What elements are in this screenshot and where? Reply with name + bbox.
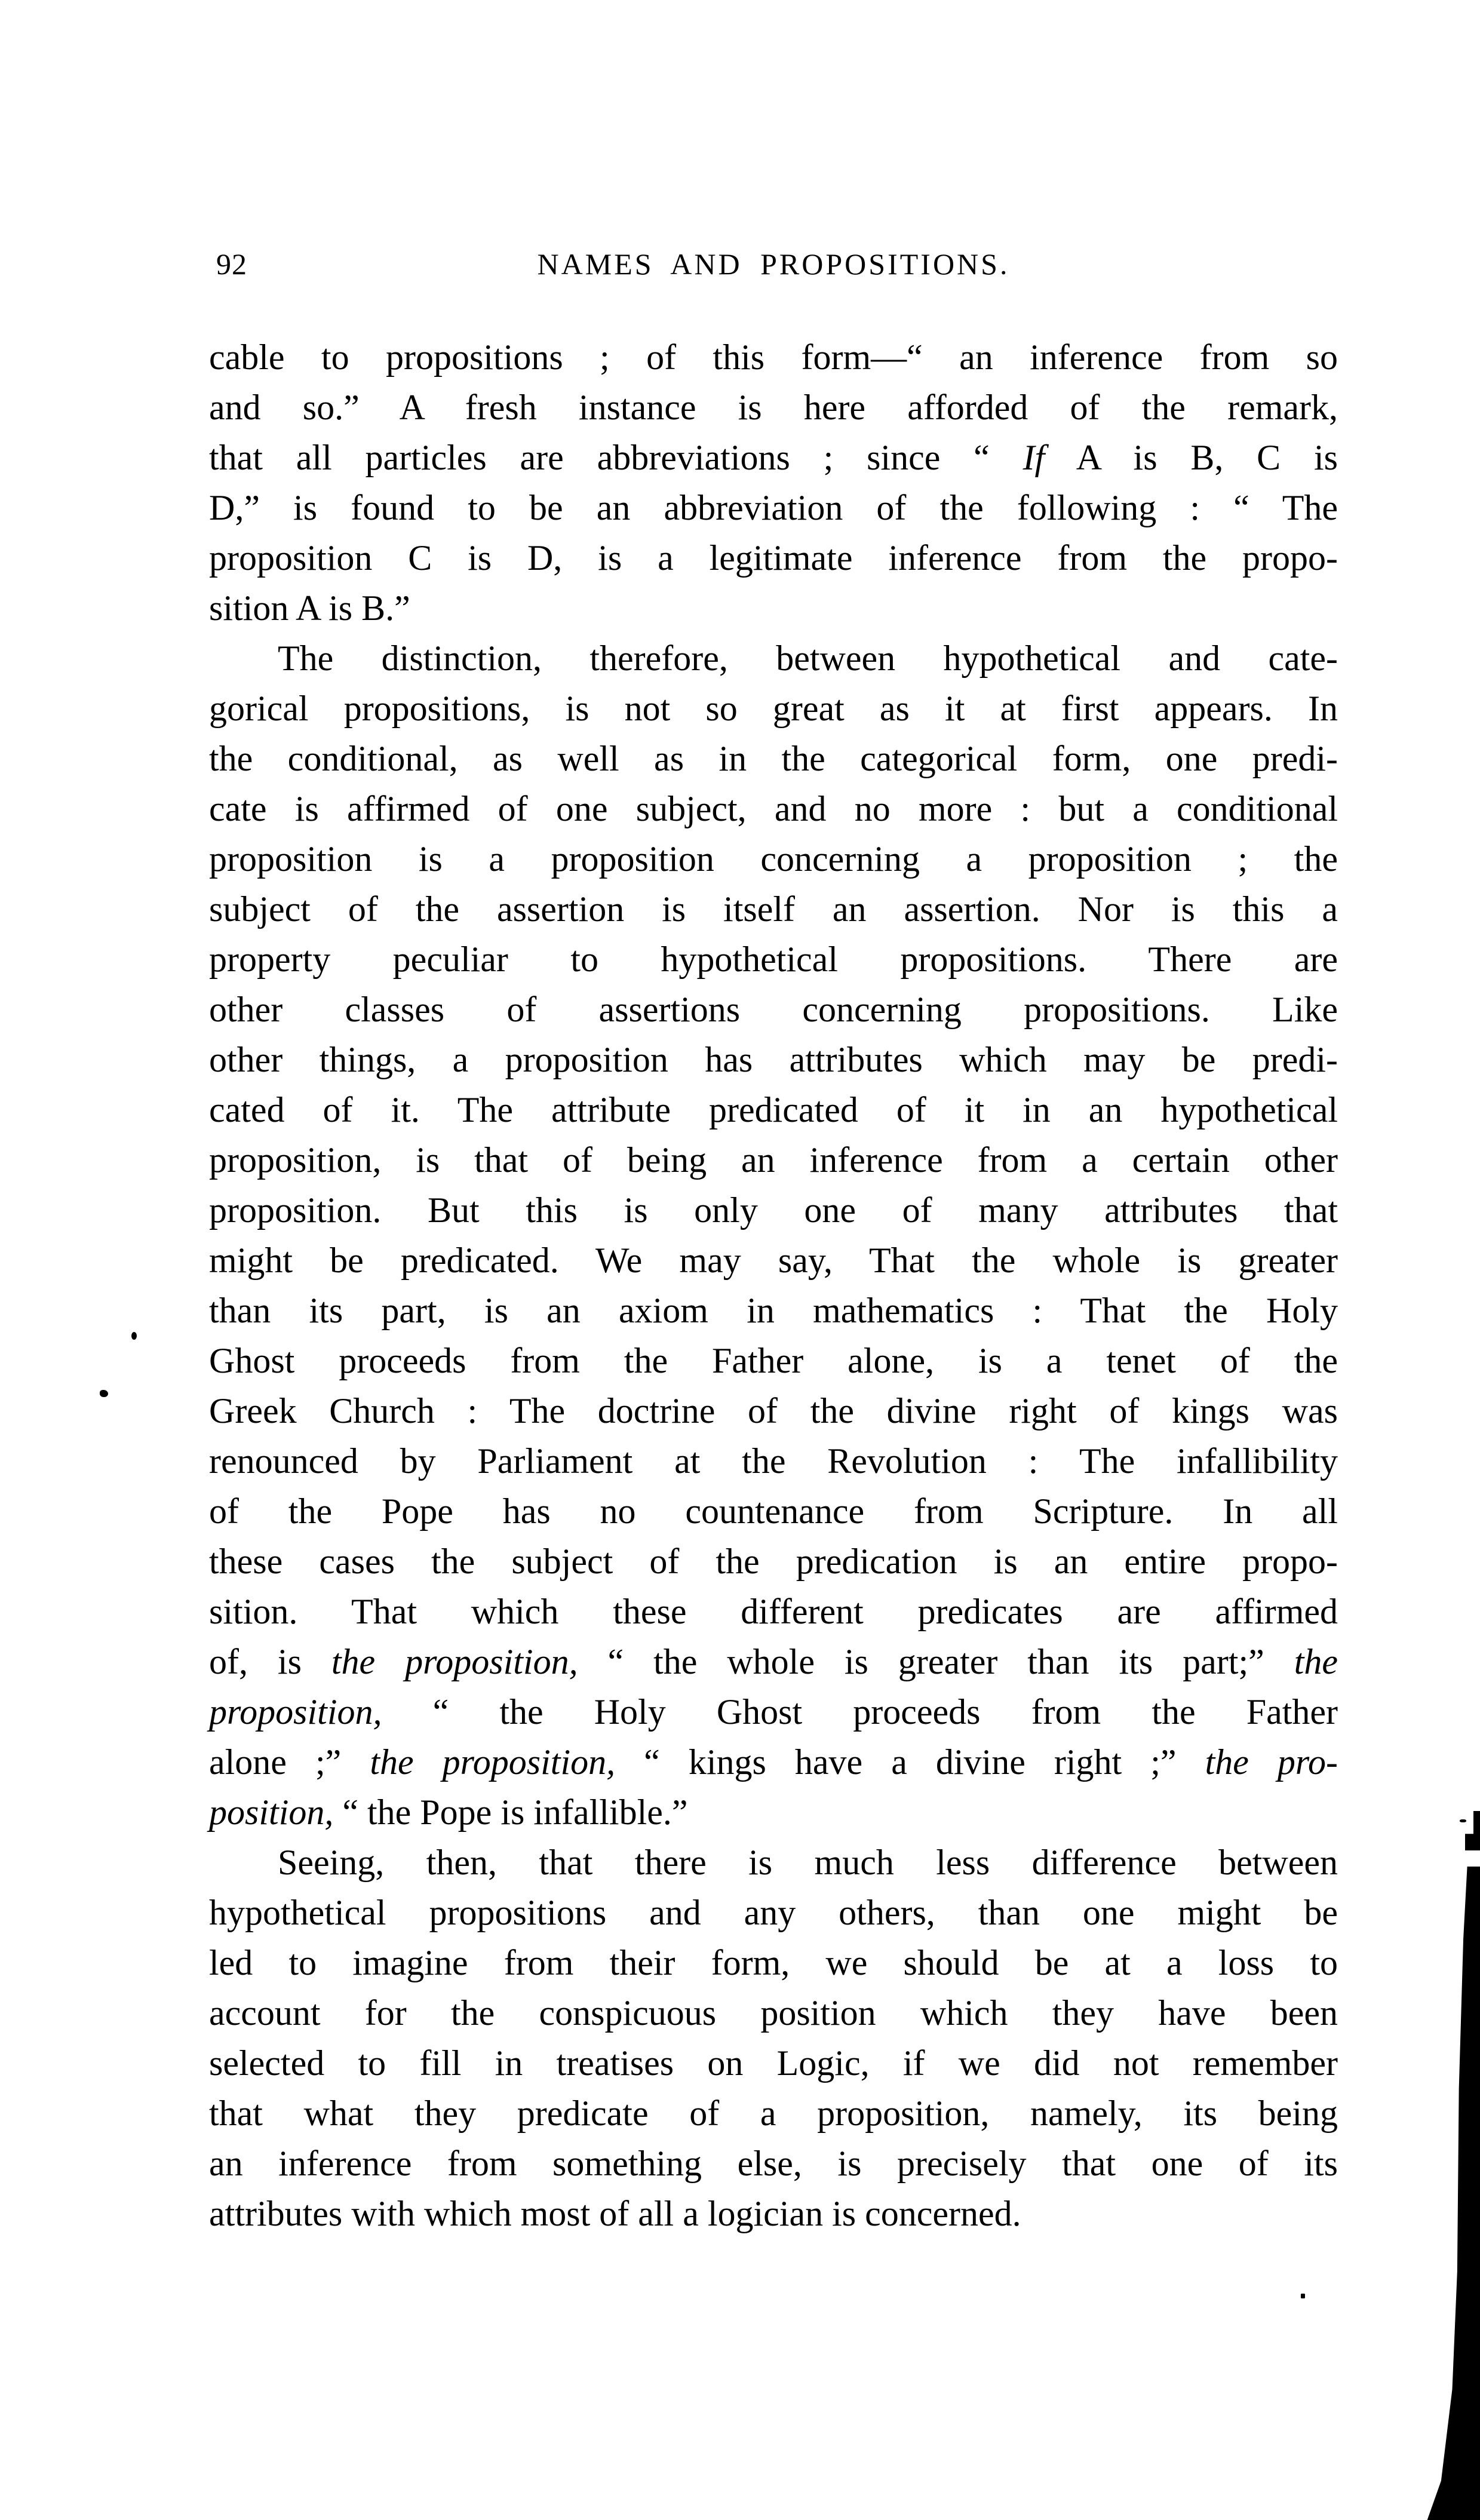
text-line <box>209 1386 1338 1436</box>
text-segment: “ kings have a divine right ;” <box>615 1742 1205 1782</box>
text-segment: sition A is B.” <box>209 588 410 628</box>
text-segment: The distinction, therefore, between hypothetical and cate- <box>278 639 1338 678</box>
text-segment: than its part, is an axiom in mathematics : That the Holy <box>209 1291 1338 1330</box>
text-line <box>209 2188 1338 2239</box>
text-line <box>209 533 1338 583</box>
text-segment: proposition, <box>209 1692 382 1732</box>
text-segment: the proposition, <box>370 1742 616 1782</box>
text-line <box>209 432 1338 483</box>
text-line <box>209 1336 1338 1386</box>
text-line <box>209 1687 1338 1737</box>
scan-speck <box>1301 2294 1305 2298</box>
text-line <box>209 1135 1338 1185</box>
text-line <box>209 1035 1338 1085</box>
text-segment: A is B, C is <box>1045 438 1338 477</box>
text-segment: D,” is found to be an abbreviation of the following : “ The <box>209 488 1338 527</box>
text-line <box>209 1285 1338 1336</box>
text-line <box>209 1737 1338 1787</box>
text-segment: gorical propositions, is not so great as it at first appears. In <box>209 689 1338 728</box>
text-line <box>209 382 1338 432</box>
text-line <box>209 834 1338 884</box>
text-segment: hypothetical propositions and any others, than one might be <box>209 1893 1338 1932</box>
text-segment: these cases the subject of the predication is an entire propo- <box>209 1542 1338 1581</box>
text-line <box>209 884 1338 934</box>
text-line <box>209 1837 1338 1887</box>
scan-edge-shadow <box>1424 1867 1480 2520</box>
text-line <box>209 683 1338 733</box>
text-line <box>209 1085 1338 1135</box>
text-segment: of, is <box>209 1642 331 1681</box>
text-segment: If <box>1023 438 1045 477</box>
text-segment: “ the Holy Ghost proceeds from the Father <box>382 1692 1338 1732</box>
text-segment: cated of it. The attribute predicated of it in an hypothetical <box>209 1090 1338 1129</box>
text-line <box>209 2038 1338 2088</box>
text-line <box>209 1235 1338 1285</box>
text-line <box>209 1185 1338 1235</box>
text-line <box>209 332 1338 382</box>
text-line <box>209 784 1338 834</box>
scan-edge-blot <box>1465 1811 1480 1850</box>
running-head <box>209 247 1338 281</box>
text-segment: an inference from something else, is precisely that one of its <box>209 2144 1338 2183</box>
text-segment: that what they predicate of a proposition, namely, its being <box>209 2094 1338 2133</box>
text-segment: cate is affirmed of one subject, and no more : but a conditional <box>209 789 1338 828</box>
text-segment: sition. That which these different predicates are affirmed <box>209 1592 1338 1631</box>
scan-speck <box>100 1390 108 1397</box>
text-line <box>209 1586 1338 1637</box>
text-line <box>209 2088 1338 2138</box>
text-segment: proposition, is that of being an inference from a certain other <box>209 1140 1338 1180</box>
text-segment: proposition is a proposition concerning a proposition ; the <box>209 839 1338 879</box>
text-segment: the proposition, <box>331 1642 578 1681</box>
text-line <box>209 633 1338 683</box>
text-segment: the pro- <box>1205 1742 1338 1782</box>
text-line <box>209 984 1338 1035</box>
text-line <box>209 733 1338 784</box>
text-line <box>209 483 1338 533</box>
scan-speck <box>1460 1819 1466 1822</box>
scan-speck <box>131 1332 137 1340</box>
body-text <box>209 332 1338 2239</box>
text-line <box>209 2138 1338 2188</box>
text-segment: that all particles are abbreviations ; since “ <box>209 438 1023 477</box>
text-line <box>209 1887 1338 1938</box>
text-segment: position, <box>209 1792 334 1832</box>
text-line <box>209 1486 1338 1536</box>
page-title: NAMES AND PROPOSITIONS. <box>537 247 1010 281</box>
text-segment: selected to fill in treatises on Logic, if we did not remember <box>209 2043 1338 2083</box>
text-line <box>209 1637 1338 1687</box>
text-segment: Greek Church : The doctrine of the divine right of kings was <box>209 1391 1338 1431</box>
text-segment: of the Pope has no countenance from Scripture. In all <box>209 1491 1338 1531</box>
text-line <box>209 1938 1338 1988</box>
text-line <box>209 934 1338 984</box>
text-segment: other things, a proposition has attributes which may be predi- <box>209 1040 1338 1079</box>
page-number: 92 <box>216 247 247 281</box>
text-segment: proposition. But this is only one of many attributes that <box>209 1190 1338 1230</box>
text-line <box>209 1536 1338 1586</box>
text-segment: and so.” A fresh instance is here afforded of the remark, <box>209 388 1338 427</box>
text-segment: proposition C is D, is a legitimate inference from the propo- <box>209 538 1338 578</box>
text-segment: renounced by Parliament at the Revolution : The infallibility <box>209 1441 1338 1481</box>
text-segment: subject of the assertion is itself an assertion. Nor is this a <box>209 889 1338 929</box>
text-segment: cable to propositions ; of this form—“ an inference from so <box>209 337 1338 377</box>
text-line <box>209 583 1338 633</box>
text-segment: account for the conspicuous position which they have been <box>209 1993 1338 2033</box>
text-segment: the <box>1294 1642 1338 1681</box>
text-line <box>209 1988 1338 2038</box>
text-segment: might be predicated. We may say, That the whole is greater <box>209 1241 1338 1280</box>
text-segment: “ the Pope is infallible.” <box>333 1792 688 1832</box>
text-line <box>209 1787 1338 1837</box>
text-segment: Seeing, then, that there is much less difference between <box>278 1843 1338 1882</box>
text-segment: property peculiar to hypothetical propositions. There are <box>209 940 1338 979</box>
text-segment: “ the whole is greater than its part;” <box>578 1642 1294 1681</box>
text-segment: alone ;” <box>209 1742 370 1782</box>
text-segment: led to imagine from their form, we should be at a loss to <box>209 1943 1338 1982</box>
text-segment: the conditional, as well as in the categorical form, one predi- <box>209 739 1338 778</box>
text-line <box>209 1436 1338 1486</box>
text-segment: attributes with which most of all a logician is concerned. <box>209 2194 1021 2233</box>
text-segment: Ghost proceeds from the Father alone, is a tenet of the <box>209 1341 1338 1380</box>
text-segment: other classes of assertions concerning propositions. Like <box>209 990 1338 1029</box>
